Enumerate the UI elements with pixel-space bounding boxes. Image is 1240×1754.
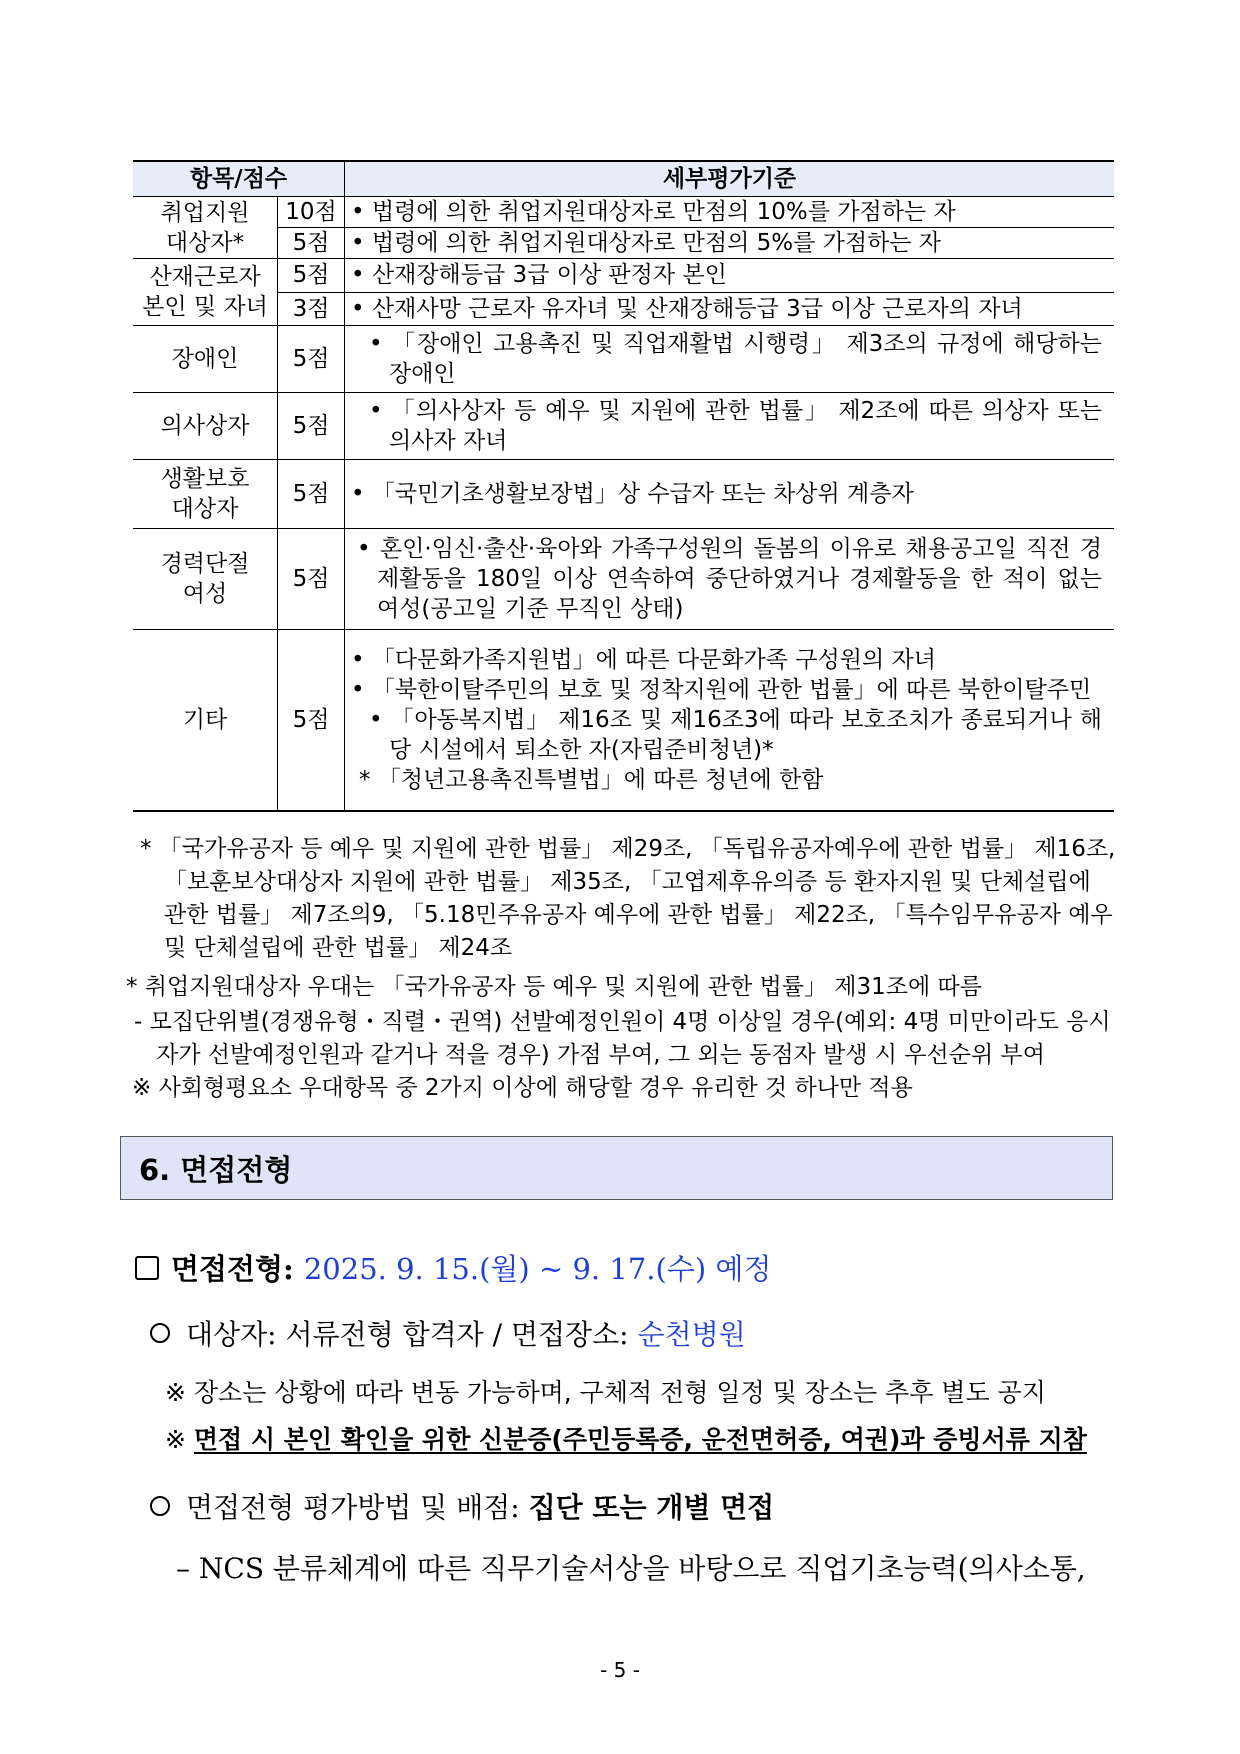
detail-text: • 산재사망 근로자 유자녀 및 산재장해등급 3급 이상 근로자의 자녀	[351, 295, 1023, 322]
preferential-criteria-table	[133, 160, 1114, 812]
score-cell: 5점	[278, 460, 345, 529]
detail-text: • 「장애인 고용촉진 및 직업재활법 시행령」 제3조의 규정에 해당하는 장애인	[369, 331, 1102, 387]
score-cell: 3점	[278, 292, 345, 326]
detail-footnote: * 「청년고용촉진특별법」에 따른 청년에 한함	[359, 767, 824, 793]
item-label: 본인 및 자녀	[142, 294, 268, 320]
detail-cell	[345, 393, 1115, 460]
square-bullet-icon	[135, 1256, 159, 1280]
item-label: 생활보호	[160, 466, 250, 492]
score-cell: 5점	[278, 326, 345, 393]
item-cell	[133, 259, 278, 326]
detail-text: • 「다문화가족지원법」에 따른 다문화가족 구성원의 자녀	[351, 647, 936, 673]
table-header-row	[133, 161, 1114, 197]
interview-date: 2025. 9. 15.(월) ~ 9. 17.(수) 예정	[303, 1252, 772, 1286]
detail-cell	[345, 326, 1115, 393]
table-row	[133, 228, 1114, 259]
item-cell: 의사상자	[133, 393, 278, 460]
header-item-score: 항목/점수	[133, 161, 345, 197]
item-cell: 장애인	[133, 326, 278, 393]
item-label: 대상자	[171, 496, 239, 522]
section-heading: 6. 면접전형	[120, 1136, 1113, 1200]
detail-cell	[345, 259, 1115, 293]
item-cell	[133, 460, 278, 529]
item-label: 취업지원	[160, 199, 250, 226]
header-detail: 세부평가기준	[345, 161, 1115, 197]
note-legal-basis: * 「국가유공자 등 예우 및 지원에 관한 법률」 제29조, 「독립유공자예우에 관한 법률」 제16조, 「보훈보상대상자 지원에 관한 법률」 제35조, 「고엽제후유의증 등 환자지원 및 단체설립에 관한 법률」 제7조의9, 「5.18민주유공자 예우에 관한 법률」 제22조, 「특수임무유공자 예우 및 단체설립에 관한 법률」 제24조	[140, 836, 1116, 961]
interview-location: 순천병원	[637, 1318, 746, 1351]
detail-cell	[345, 197, 1115, 228]
score-cell: 5점	[278, 259, 345, 293]
reference-mark: ※	[165, 1425, 194, 1454]
detail-text: • 혼인·임신·출산·육아와 가족구성원의 돌봄의 이유로 채용공고일 직전 경제활동을 180일 이상 연속하여 중단하였거나 경제활동을 한 적이 없는 여성(공고일 기준 무직인 상태)	[357, 536, 1102, 622]
detail-text: • 산재장해등급 3급 이상 판정자 본인	[351, 262, 727, 289]
detail-text: • 「국민기초생활보장법」상 수급자 또는 차상위 계층자	[351, 481, 914, 507]
score-cell: 5점	[278, 630, 345, 812]
id-requirement	[165, 1420, 1087, 1456]
table-notes	[126, 833, 1116, 1105]
interview-method	[150, 1486, 774, 1526]
interview-label: 면접전형:	[171, 1252, 304, 1286]
method-value: 집단 또는 개별 면접	[528, 1491, 775, 1524]
score-cell: 10점	[278, 197, 345, 228]
detail-text: • 「북한이탈주민의 보호 및 정착지원에 관한 법률」에 따른 북한이탈주민	[351, 677, 1092, 703]
table-row	[133, 529, 1114, 630]
table-row	[133, 460, 1114, 529]
item-label: 경력단절	[160, 551, 250, 577]
note-bonus-rule: - 모집단위별(경쟁유형・직렬・권역) 선발예정인원이 4명 이상일 경우(예외: 4명 미만이라도 응시자가 선발예정인원과 같거나 적을 경우) 가점 부여, 그 외는 동점자 발생 시 우선순위 부여	[134, 1009, 1111, 1068]
table-row	[133, 292, 1114, 326]
detail-text: • 법령에 의한 취업지원대상자로 만점의 5%를 가점하는 자	[351, 230, 942, 256]
detail-cell	[345, 228, 1115, 259]
target-label: 대상자: 서류전형 합격자 / 면접장소:	[186, 1318, 638, 1351]
method-label: 면접전형 평가방법 및 배점:	[186, 1491, 529, 1524]
circle-bullet-icon	[150, 1323, 170, 1343]
detail-cell	[345, 630, 1115, 812]
item-cell	[133, 529, 278, 630]
item-label: 여성	[182, 581, 228, 607]
circle-bullet-icon	[150, 1496, 170, 1516]
score-cell: 5점	[278, 228, 345, 259]
id-requirement-text: 면접 시 본인 확인을 위한 신분증(주민등록증, 운전면허증, 여권)과 증빙서류 지참	[193, 1425, 1087, 1454]
interview-target	[150, 1313, 746, 1353]
score-cell: 5점	[278, 393, 345, 460]
table-row	[133, 197, 1114, 228]
note-employment-support: * 취업지원대상자 우대는 「국가유공자 등 예우 및 지원에 관한 법률」 제31조에 따름	[126, 974, 982, 1000]
detail-text: • 「의사상자 등 예우 및 지원에 관한 법률」 제2조에 따른 의상자 또는 의사자 자녀	[369, 398, 1102, 454]
item-label: 산재근로자	[149, 264, 261, 290]
table-row	[133, 326, 1114, 393]
detail-cell	[345, 529, 1115, 630]
detail-text: • 법령에 의한 취업지원대상자로 만점의 10%를 가점하는 자	[351, 199, 956, 225]
table-row	[133, 259, 1114, 293]
interview-schedule	[135, 1247, 771, 1288]
note-single-apply: ※ 사회형평요소 우대항목 중 2가지 이상에 해당할 경우 유리한 것 하나만 적용	[132, 1075, 913, 1101]
detail-text: • 「아동복지법」 제16조 및 제16조3에 따라 보호조치가 종료되거나 해당 시설에서 퇴소한 자(자립준비청년)*	[369, 707, 1102, 763]
item-cell	[133, 197, 278, 259]
page-number: - 5 -	[600, 1658, 640, 1682]
ncs-description: – NCS 분류체계에 따른 직무기술서상을 바탕으로 직업기초능력(의사소통,	[176, 1552, 1086, 1585]
item-cell: 기타	[133, 630, 278, 812]
score-cell: 5점	[278, 529, 345, 630]
location-notice: ※ 장소는 상황에 따라 변동 가능하며, 구체적 전형 일정 및 장소는 추후 별도 공지	[165, 1378, 1046, 1407]
table-row	[133, 630, 1114, 812]
table-row	[133, 393, 1114, 460]
detail-cell	[345, 292, 1115, 326]
item-label: 대상자*	[165, 229, 245, 256]
detail-cell	[345, 460, 1115, 529]
